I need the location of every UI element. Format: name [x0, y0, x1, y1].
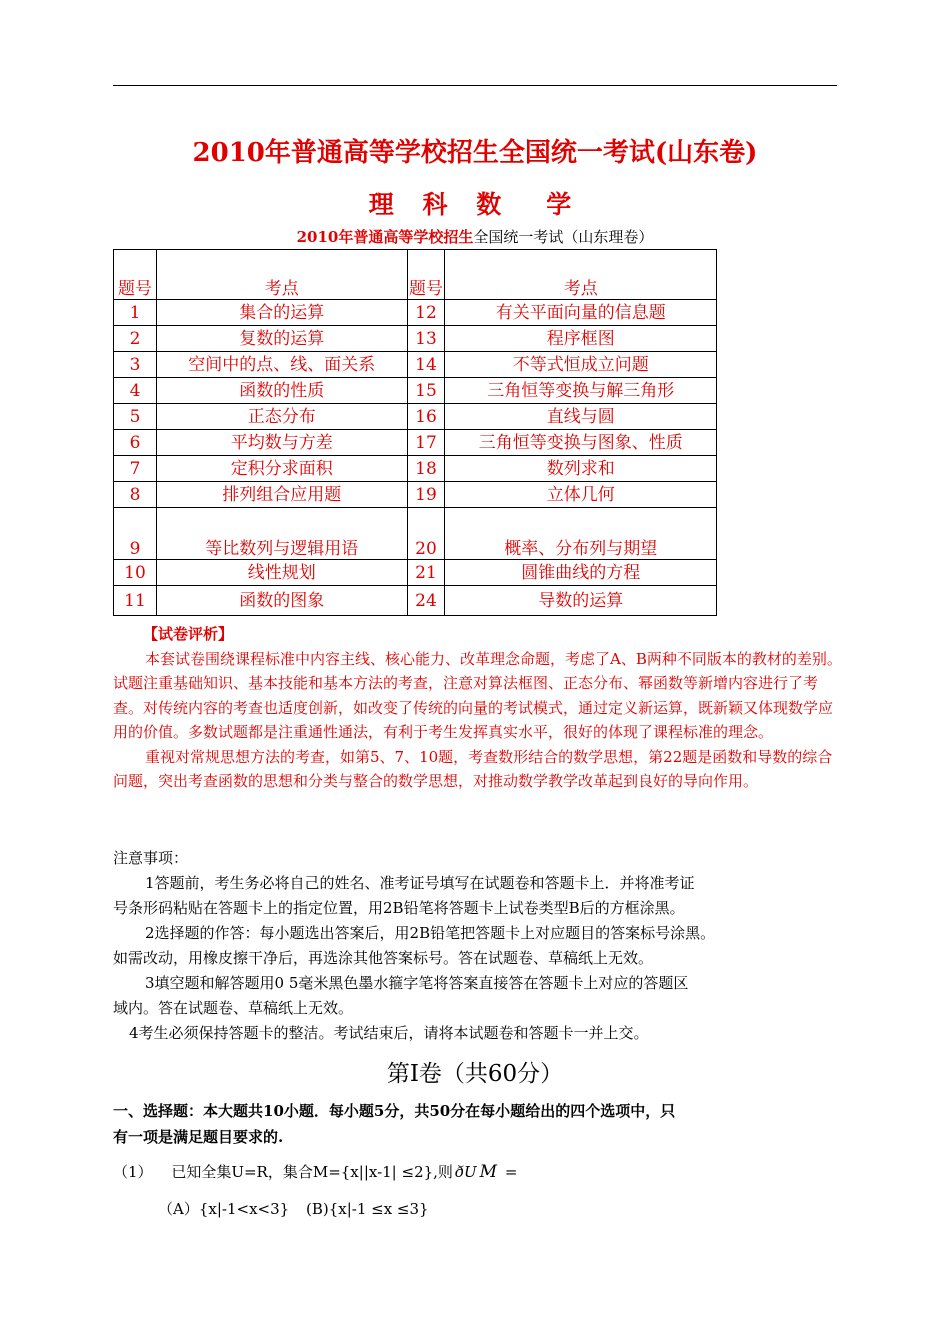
question-number-cell: 14: [407, 352, 445, 378]
topic-cell: 导数的运算: [445, 586, 717, 616]
header-no-1: 题号: [114, 250, 157, 300]
topic-table: [113, 249, 717, 616]
analysis-paragraph-1: 本套试卷围绕课程标准中内容主线、核心能力、改革理念命题，考虑了A、B两种不同版本的教材的差别。试题注重基础知识、基本技能和基本方法的考查，注意对算法框图、正态分布、幂函数等新增内容进行了考查。对传统内容的考查也适度创新，如改变了传统的向量的考试模式，通过定义新运算，既新颖又体现数学应用的价值。多数试题都是注重通性通法，有利于考生发挥真实水平，很好的体现了课程标准的理念。: [113, 649, 842, 741]
table-row: [114, 352, 717, 378]
question-number-cell: 12: [407, 300, 445, 326]
topic-cell: 不等式恒成立问题: [445, 352, 717, 378]
note-4: 4考生必须保持答题卡的整洁。考试结束后，请将本试题卷和答题卡一并上交。: [129, 1024, 649, 1042]
note-3a: 3填空题和解答题用0 5毫米黑色墨水箍字笔将答案直接答在答题卡上对应的答题区: [145, 974, 689, 992]
topic-cell: 函数的性质: [156, 378, 407, 404]
question-1-number: （1）: [113, 1163, 153, 1181]
question-number-cell: 21: [407, 560, 445, 586]
question-number-cell: 8: [114, 482, 157, 508]
question-number-cell: 19: [407, 482, 445, 508]
topic-cell: 数列求和: [445, 456, 717, 482]
topic-cell: 等比数列与逻辑用语: [156, 508, 407, 560]
topic-cell: 直线与圆: [445, 404, 717, 430]
table-caption: [0, 226, 950, 247]
exam-subtitle: 理 科 数 学: [368, 190, 582, 219]
table-row: [114, 404, 717, 430]
table-caption-bold: 2010年普通高等学校招生: [296, 228, 474, 246]
question-number-cell: 2: [114, 326, 157, 352]
question-number-cell: 16: [407, 404, 445, 430]
question-number-cell: 9: [114, 508, 157, 560]
topic-cell: 空间中的点、线、面关系: [156, 352, 407, 378]
topic-cell: 线性规划: [156, 560, 407, 586]
question-number-cell: 1: [114, 300, 157, 326]
topic-cell: 平均数与方差: [156, 430, 407, 456]
notes-label: 注意事项：: [113, 849, 189, 867]
table-row: [114, 586, 717, 616]
section-heading: 第Ⅰ卷（共60分）: [386, 1061, 564, 1087]
note-2a: 2选择题的作答：每小题选出答案后，用2B铅笔把答题卡上对应题目的答案标号涂黑。: [145, 924, 716, 942]
topic-cell: 函数的图象: [156, 586, 407, 616]
question-number-cell: 18: [407, 456, 445, 482]
section-instructions: [113, 1098, 843, 1150]
option-b: (B){x|-1 ≤x ≤3}: [305, 1200, 429, 1218]
exam-title: 2010年普通高等学校招生全国统一考试(山东卷): [192, 138, 758, 168]
topic-cell: 概率、分布列与期望: [445, 508, 717, 560]
analysis-section: [113, 622, 843, 794]
question-number-cell: 11: [114, 586, 157, 616]
question-number-cell: 3: [114, 352, 157, 378]
note-1b: 号条形码粘贴在答题卡上的指定位置，用2B铅笔将答题卡上试卷类型B后的方框涂黑。: [113, 899, 685, 917]
question-number-cell: 10: [114, 560, 157, 586]
table-row: [114, 300, 717, 326]
question-number-cell: 5: [114, 404, 157, 430]
complement-symbol: ðU: [454, 1163, 477, 1181]
question-1-options: [158, 1198, 429, 1219]
option-a: （A）{x|-1<x<3}: [158, 1200, 290, 1218]
table-caption-rest: 全国统一考试（山东理卷）: [473, 228, 654, 246]
set-m: M: [479, 1162, 498, 1182]
analysis-label: 【试卷评析】: [143, 625, 234, 643]
notes-section: [113, 846, 843, 1046]
note-1a: 1答题前，考生务必将自己的姓名、准考证号填写在试题卷和答题卡上．并将准考证: [145, 874, 695, 892]
question-number-cell: 4: [114, 378, 157, 404]
table-row: [114, 430, 717, 456]
table-row: [114, 456, 717, 482]
question-number-cell: 13: [407, 326, 445, 352]
question-number-cell: 20: [407, 508, 445, 560]
table-row: [114, 508, 717, 560]
topic-cell: 正态分布: [156, 404, 407, 430]
instructions-line-1: 一、选择题：本大题共10小题．每小题5分，共50分在每小题给出的四个选项中，只: [113, 1102, 676, 1120]
question-1-stem: 已知全集U=R，集合M={x||x-1| ≤2},则: [171, 1163, 453, 1181]
question-number-cell: 6: [114, 430, 157, 456]
topic-cell: 集合的运算: [156, 300, 407, 326]
table-row: [114, 482, 717, 508]
question-number-cell: 15: [407, 378, 445, 404]
question-1: [113, 1161, 517, 1182]
table-row: [114, 378, 717, 404]
header-point-1: 考点: [156, 250, 407, 300]
question-number-cell: 7: [114, 456, 157, 482]
top-rule: [113, 85, 837, 86]
question-number-cell: 24: [407, 586, 445, 616]
topic-cell: 排列组合应用题: [156, 482, 407, 508]
table-row: [114, 560, 717, 586]
topic-cell: 复数的运算: [156, 326, 407, 352]
topic-cell: 立体几何: [445, 482, 717, 508]
question-number-cell: 17: [407, 430, 445, 456]
note-2b: 如需改动，用橡皮擦干净后，再选涂其他答案标号。答在试题卷、草稿纸上无效。: [113, 949, 654, 967]
topic-cell: 圆锥曲线的方程: [445, 560, 717, 586]
analysis-paragraph-2: 重视对常规思想方法的考查，如第5、7、10题，考查数形结合的数学思想，第22题是函数和导数的综合问题，突出考查函数的思想和分类与整合的数学思想，对推动数学教学改革起到良好的导向作用。: [113, 747, 833, 790]
topic-cell: 三角恒等变换与解三角形: [445, 378, 717, 404]
topic-cell: 三角恒等变换与图象、性质: [445, 430, 717, 456]
instructions-line-2: 有一项是满足题目要求的.: [113, 1128, 284, 1146]
topic-cell: 有关平面向量的信息题: [445, 300, 717, 326]
table-row: [114, 326, 717, 352]
header-point-2: 考点: [445, 250, 717, 300]
note-3b: 域内。答在试题卷、草稿纸上无效。: [113, 999, 354, 1017]
topic-cell: 定积分求面积: [156, 456, 407, 482]
topic-cell: 程序框图: [445, 326, 717, 352]
equals-sign: =: [504, 1163, 518, 1181]
header-no-2: 题号: [407, 250, 445, 300]
